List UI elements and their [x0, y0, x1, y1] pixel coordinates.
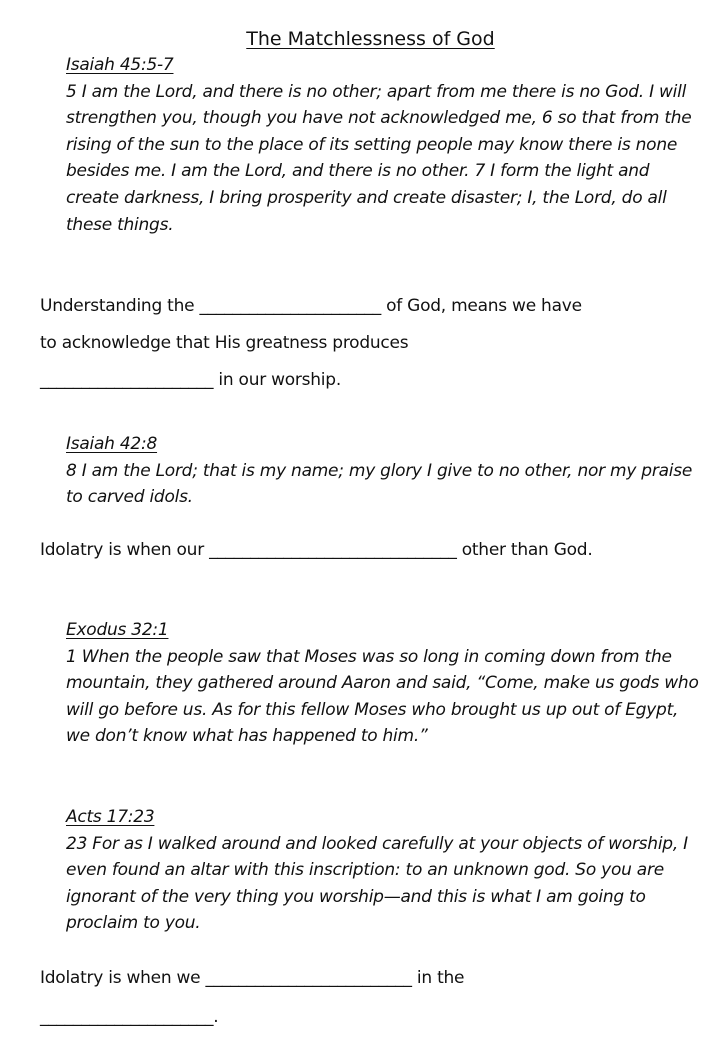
- passage-text: 1 When the people saw that Moses was so long in coming down from the mountain, they gathered around Aaron and said, “Come, make us gods who will go before us. As for this fellow Moses who brought us up out of Egypt, we don’t know what has happened to him.”: [66, 646, 699, 747]
- passage-text: 23 For as I walked around and looked carefully at your objects of worship, I even found an altar with this inscription: to an unknown god. So you are ignorant of the very thing you worship—and this is what I am going to proclaim to you.: [66, 833, 688, 934]
- passage-reference: Exodus 32:1: [66, 620, 169, 640]
- passage-text: 5 I am the Lord, and there is no other; apart from me there is no God. I will strengthen you, though you have not acknowledged me, 6 so that from the rising of the sun to the place of its setting people may know there is none besides me. I am the Lord, and there is no other. 7 I form the light and create darkness, I bring prosperity and create disaster; I, the Lord, do all these things.: [66, 81, 692, 235]
- passage-isaiah-45: [66, 52, 706, 238]
- passage-reference: Isaiah 42:8: [66, 434, 158, 454]
- fill-in-understanding-line-1: Understanding the ______________________ of God, means we have: [40, 296, 582, 316]
- fill-in-understanding-line-3: _____________________ in our worship.: [40, 370, 341, 390]
- passage-reference: Isaiah 45:5-7: [66, 55, 174, 75]
- page-title: The Matchlessness of God: [246, 28, 495, 50]
- fill-in-idolatry-2-line-2: _____________________.: [40, 1007, 219, 1027]
- passage-text: 8 I am the Lord; that is my name; my glory I give to no other, nor my praise to carved idols.: [66, 460, 693, 508]
- fill-in-understanding-line-2: to acknowledge that His greatness produces: [40, 333, 409, 353]
- passage-reference: Acts 17:23: [66, 807, 155, 827]
- passage-exodus-32: [66, 617, 706, 750]
- passage-acts-17: [66, 804, 706, 937]
- passage-isaiah-42: [66, 431, 706, 511]
- fill-in-idolatry-2-line-1: Idolatry is when we _________________________ in the: [40, 968, 465, 988]
- fill-in-idolatry-1: Idolatry is when our ______________________________ other than God.: [40, 540, 593, 560]
